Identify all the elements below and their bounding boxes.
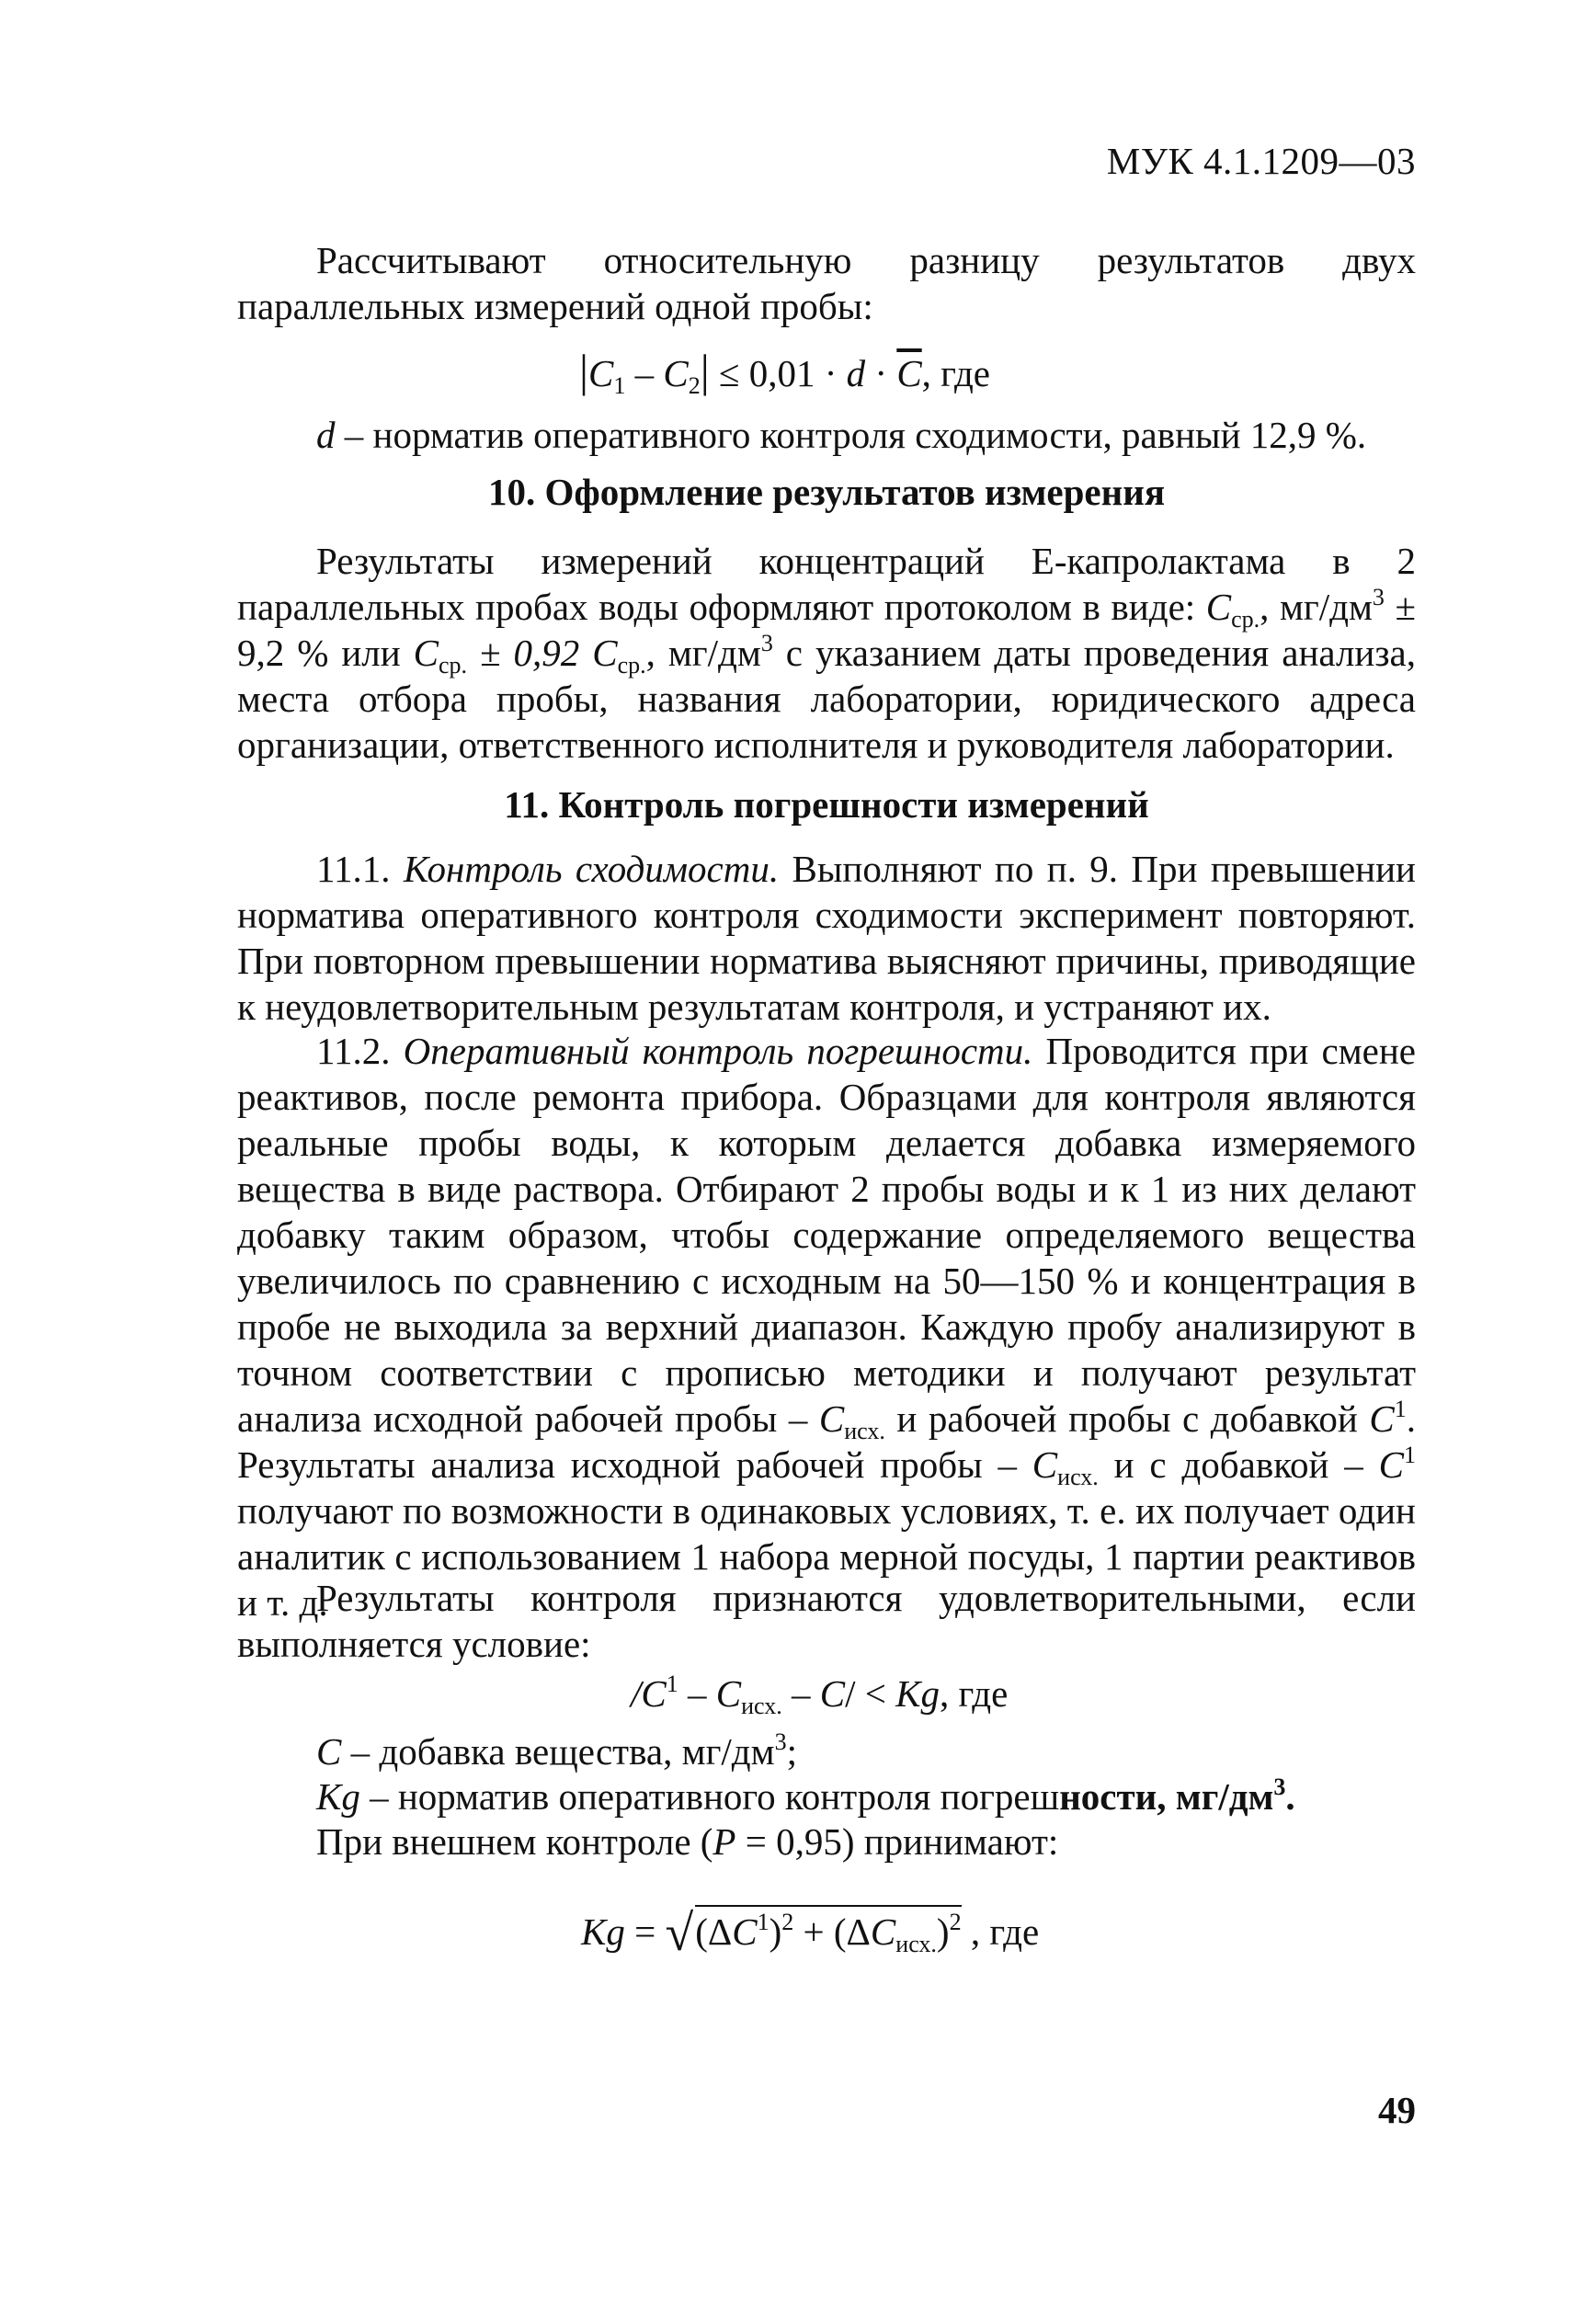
ext-text-b: = 0,95) принимают: bbox=[735, 1820, 1059, 1863]
p11-1-number: 11.1. bbox=[316, 848, 404, 890]
ext-text-a: При внешнем контроле ( bbox=[316, 1820, 713, 1863]
kg-def-end: . bbox=[1285, 1775, 1295, 1818]
external-control-line bbox=[316, 1819, 1058, 1865]
kg-def-text: – норматив оперативного контроля погреш bbox=[359, 1775, 1060, 1818]
p11-2-text-e: получают по возможности в одинаковых условиях, т. е. их получает один аналитик с использованием 1 набора мерной посуды, 1 партии реактивов и т. д. bbox=[237, 1489, 1416, 1624]
c-sr-symbol-3: C bbox=[592, 632, 618, 674]
formula-convergence: $|C_1 - C_2| \le 0,01 \cdot d \cdot \overline{C}$, где bbox=[579, 345, 991, 399]
c-def-text: – добавка вещества, мг/дм bbox=[341, 1730, 775, 1773]
c-sr-subscript: ср. bbox=[1231, 606, 1260, 633]
d-definition-text: – норматив оперативного контроля сходимости, равный 12,9 %. bbox=[335, 414, 1367, 456]
section-10-title: 10. Оформление результатов измерения bbox=[487, 471, 1166, 513]
p11-1-text: Выполняют по п. 9. При превышении норматива оперативного контроля сходимости эксперимент повторяют. При повторном превышении норматива выясняют причины, приводящие к неудовлетворительным результатам контроля, и устраняют их. bbox=[237, 848, 1416, 1028]
paragraph-11-1 bbox=[237, 846, 1416, 1030]
p11-2-text-b: и рабочей пробы с добавкой bbox=[884, 1397, 1370, 1440]
d-symbol: d bbox=[316, 414, 336, 456]
c-isx-symbol: C bbox=[818, 1397, 845, 1440]
intro-paragraph: Рассчитывают относительную разницу результатов двух параллельных измерений одной пробы: bbox=[237, 239, 1416, 327]
paragraph-11-2 bbox=[237, 1028, 1416, 1625]
c-def-end: ; bbox=[786, 1730, 797, 1773]
s10-text-d: ± 0,92 bbox=[467, 632, 593, 674]
c-sr-subscript-2: ср. bbox=[439, 652, 468, 679]
s10-text-b: , мг/дм bbox=[1260, 586, 1373, 628]
p11-2-italic-heading: Оперативный контроль погрешности. bbox=[403, 1030, 1033, 1072]
formula-gde: , где bbox=[921, 352, 991, 394]
s10-sup-1: 3 bbox=[1372, 584, 1385, 610]
paragraph-control-condition: Результаты контроля признаются удовлетворительными, если выполняется условие: bbox=[237, 1577, 1416, 1665]
document-code-header: МУК 4.1.1209—03 bbox=[1106, 140, 1416, 182]
c1-symbol-2: C bbox=[1378, 1443, 1404, 1486]
d-definition bbox=[316, 412, 1366, 458]
c-def-symbol: C bbox=[316, 1730, 342, 1773]
p11-2-text-c: . Результаты анализа исходной рабочей пробы – bbox=[237, 1397, 1416, 1486]
s10-text-c: ± 9,2 % или bbox=[237, 586, 1416, 674]
formula-control-condition: $/C^1 - C_{исх.} - C/ < Kg$, где bbox=[631, 1671, 1009, 1719]
c-isx-symbol-2: C bbox=[1032, 1443, 1058, 1486]
p11-2-number: 11.2. bbox=[316, 1030, 404, 1072]
c1-superscript: 1 bbox=[1394, 1396, 1407, 1422]
formula2-gde: , где bbox=[939, 1672, 1009, 1715]
c-sr-subscript-3: ср. bbox=[617, 652, 646, 679]
page-number: 49 bbox=[1378, 2089, 1416, 2131]
section-11-title: 11. Контроль погрешности измерений bbox=[504, 783, 1149, 826]
kg-def-symbol: Kg bbox=[316, 1775, 360, 1818]
c-isx-subscript: исх. bbox=[844, 1418, 885, 1444]
p11-2-text-d: и с добавкой – bbox=[1098, 1443, 1379, 1486]
kg-def-bold: ности, мг/дм bbox=[1059, 1775, 1274, 1818]
kg-definition: Kg – норматив оперативного контроля погрешности, $мг/дм^3$. bbox=[316, 1773, 1295, 1818]
c-sr-symbol-2: C bbox=[413, 632, 439, 674]
formula-kg: $Kg = √(\Delta C^1)^2 + (\Delta C_{исх.})^2$ , где bbox=[581, 1905, 1040, 1962]
section-10-paragraph bbox=[237, 538, 1416, 768]
c1-symbol: C bbox=[1369, 1397, 1395, 1440]
s10-text-e: , мг/дм bbox=[645, 632, 761, 674]
c-sr-symbol: C bbox=[1205, 586, 1232, 628]
c1-superscript-2: 1 bbox=[1404, 1442, 1416, 1468]
s10-text-f: с указанием даты проведения анализа, места отбора пробы, названия лаборатории, юридического адреса организации, ответственного исполнителя и руководителя лаборатории. bbox=[237, 632, 1416, 766]
ext-p-symbol: P bbox=[712, 1820, 736, 1863]
p11-1-italic-heading: Контроль сходимости. bbox=[403, 848, 780, 890]
s10-text-a: Результаты измерений концентраций Е-капролактама в 2 параллельных пробах воды оформляют протоколом в виде: bbox=[237, 540, 1416, 628]
c-isx-subscript-2: исх. bbox=[1057, 1464, 1099, 1490]
c-definition: C – добавка вещества, $мг/дм^3$; bbox=[316, 1728, 797, 1773]
s10-sup-2: 3 bbox=[760, 630, 773, 656]
formula3-gde: , где bbox=[961, 1910, 1040, 1953]
p11-2-text-a: Проводится при смене реактивов, после ремонта прибора. Образцами для контроля являются реальные пробы воды, к которым делается добавка измеряемого вещества в виде раствора. Отбирают 2 пробы воды и к 1 из них делают добавку таким образом, чтобы содержание определяемого вещества увеличилось по сравнению с исходным на 50—150 % и концентрация в пробе не выходила за верхний диапазон. Каждую пробу анализируют в точном соответствии с прописью методики и получают результат анализа исходной рабочей пробы – bbox=[237, 1030, 1416, 1440]
